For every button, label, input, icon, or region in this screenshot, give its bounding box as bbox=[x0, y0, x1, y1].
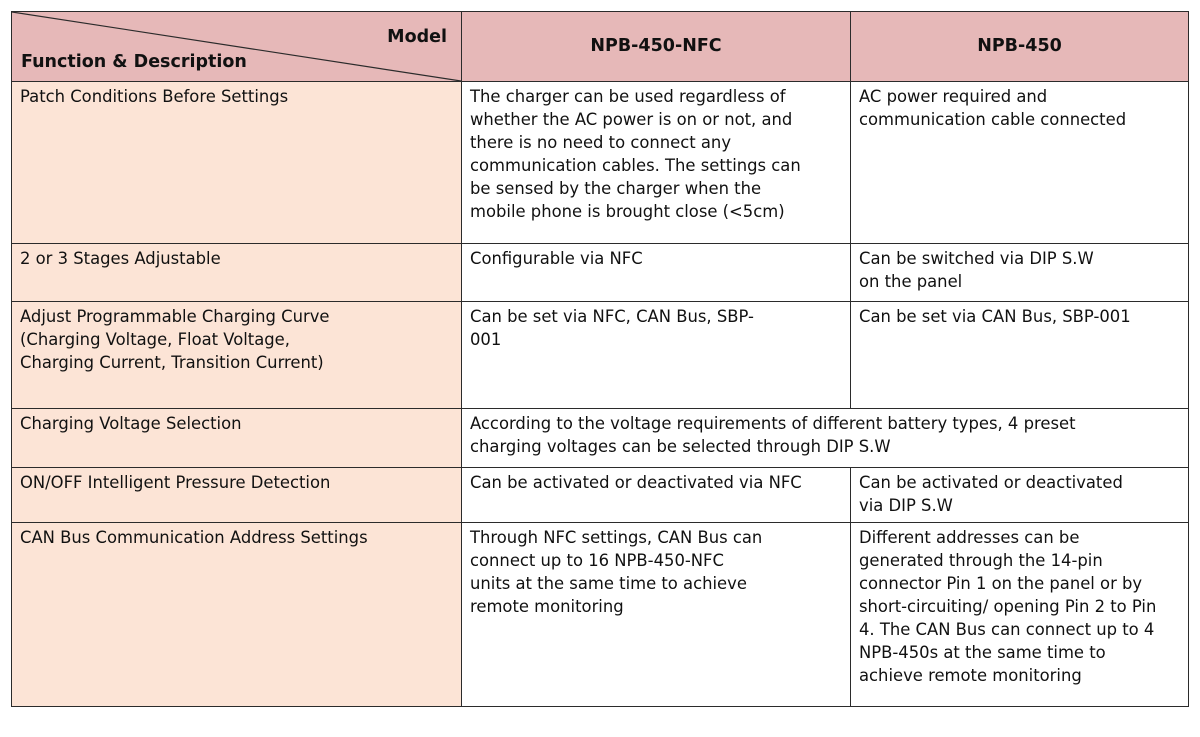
std-cell bbox=[851, 82, 1189, 244]
nfc-text: Can be activated or deactivated via NFC bbox=[470, 473, 802, 492]
nfc-text: Can be set via NFC, CAN Bus, SBP- 001 bbox=[470, 307, 754, 349]
nfc-text: Configurable via NFC bbox=[470, 249, 643, 268]
table-row bbox=[12, 82, 1189, 244]
nfc-text: The charger can be used regardless of whether the AC power is on or not, and there is no need to connect any communication cables. The settings can be sensed by the charger when the mobile phone is brought close (<5cm) bbox=[470, 87, 801, 221]
table-row bbox=[12, 468, 1189, 523]
std-cell bbox=[851, 244, 1189, 302]
column-header-npb-450-nfc: NPB-450-NFC bbox=[462, 12, 851, 82]
function-header-label: Function & Description bbox=[21, 52, 247, 72]
function-text: Patch Conditions Before Settings bbox=[20, 87, 289, 106]
function-cell bbox=[12, 82, 462, 244]
std-cell bbox=[851, 302, 1189, 409]
table-row bbox=[12, 244, 1189, 302]
table-row bbox=[12, 523, 1189, 707]
std-cell bbox=[851, 468, 1189, 523]
function-cell bbox=[12, 244, 462, 302]
std-text: Can be switched via DIP S.W on the panel bbox=[859, 249, 1094, 291]
std-text: Different addresses can be generated through the 14-pin connector Pin 1 on the panel or by short-circuiting/ opening Pin 2 to Pin 4. The CAN Bus can connect up to 4 NPB-450s at the same time to achieve remote monitoring bbox=[859, 528, 1157, 685]
corner-header-cell bbox=[12, 12, 462, 82]
comparison-sheet bbox=[11, 11, 1189, 707]
function-cell bbox=[12, 409, 462, 468]
model-header-label: Model bbox=[387, 27, 447, 47]
nfc-cell bbox=[462, 302, 851, 409]
merged-text: According to the voltage requirements of different battery types, 4 preset charging voltages can be selected through DIP S.W bbox=[470, 414, 1076, 456]
nfc-cell bbox=[462, 82, 851, 244]
merged-value-cell bbox=[462, 409, 1189, 468]
function-text: CAN Bus Communication Address Settings bbox=[20, 528, 368, 547]
function-cell bbox=[12, 468, 462, 523]
function-text: Charging Voltage Selection bbox=[20, 414, 242, 433]
std-text: Can be activated or deactivated via DIP S.W bbox=[859, 473, 1123, 515]
table-row bbox=[12, 302, 1189, 409]
function-cell bbox=[12, 523, 462, 707]
function-text: ON/OFF Intelligent Pressure Detection bbox=[20, 473, 331, 492]
nfc-cell bbox=[462, 244, 851, 302]
function-text: Adjust Programmable Charging Curve (Charging Voltage, Float Voltage, Charging Current, Transition Current) bbox=[20, 307, 330, 372]
table-row bbox=[12, 409, 1189, 468]
column-header-npb-450: NPB-450 bbox=[851, 12, 1189, 82]
header-row bbox=[12, 12, 1189, 82]
function-text: 2 or 3 Stages Adjustable bbox=[20, 249, 221, 268]
nfc-cell bbox=[462, 523, 851, 707]
function-cell bbox=[12, 302, 462, 409]
std-text: AC power required and communication cable connected bbox=[859, 87, 1127, 129]
nfc-text: Through NFC settings, CAN Bus can connect up to 16 NPB-450-NFC units at the same time to achieve remote monitoring bbox=[470, 528, 763, 616]
nfc-cell bbox=[462, 468, 851, 523]
std-text: Can be set via CAN Bus, SBP-001 bbox=[859, 307, 1131, 326]
std-cell bbox=[851, 523, 1189, 707]
comparison-table bbox=[11, 11, 1189, 707]
